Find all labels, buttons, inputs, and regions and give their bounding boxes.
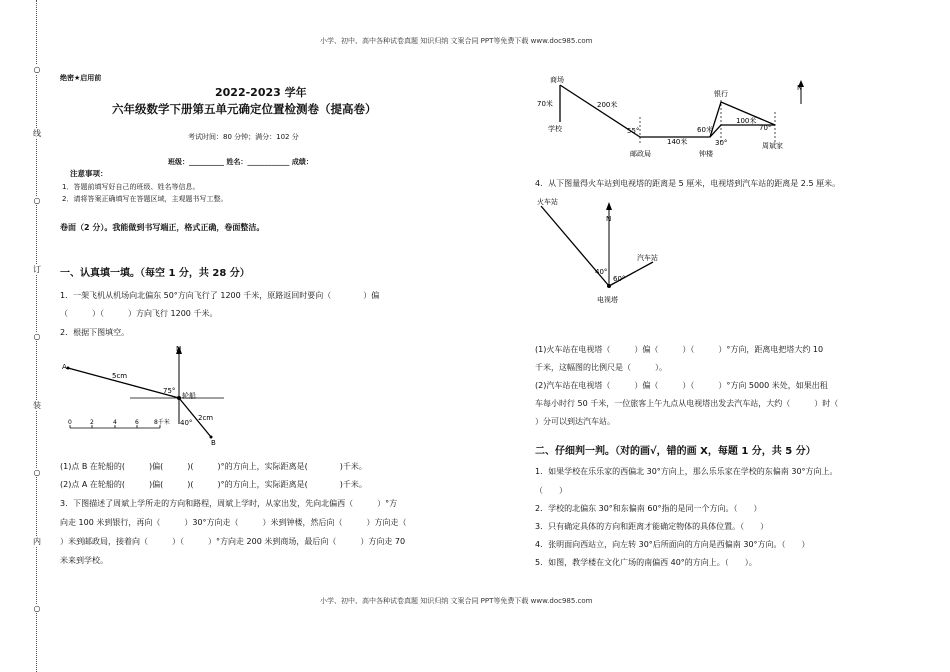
- margin-char: ○: [30, 604, 44, 613]
- section-title: 二、仔细判一判。（对的画√，错的画 X，每题 1 分，共 5 分）: [535, 446, 816, 457]
- question-text: 米来到学校。: [60, 556, 108, 565]
- clock-tower-label: 钟楼: [699, 150, 713, 158]
- question-text: 车每小时行 50 千米，一位旅客上午九点从电视塔出发去汽车站，大约（ ）时（: [535, 399, 839, 408]
- page-footer: 小学、初中、高中各种试卷真题 知识归纳 文案合同 PPT等免费下载 www.doc985.com: [320, 597, 593, 605]
- question-text: 3．下图描述了周斌上学所走的方向和路程，周斌上学时，从家出发，先向北偏西（ ）°方: [60, 499, 398, 508]
- question-text: (2)汽车站在电视塔（ ）偏（ ）（ ）°方向 5000 米处，如果出租: [535, 381, 828, 390]
- angle-40: 40°: [180, 419, 193, 427]
- margin-char: ○: [30, 65, 44, 74]
- title-year: 2022-2023 学年: [215, 86, 307, 99]
- margin-char: ○: [30, 196, 44, 205]
- question-text: 向走 100 米到银行，再向（ ）30°方向走（ ）米到钟楼，然后向（ ）方向走（: [60, 518, 407, 527]
- angle-55: 55°: [627, 127, 640, 135]
- margin-char: ○: [30, 468, 44, 477]
- question-text: (1)火车站在电视塔（ ）偏（ ）（ ）°方向，距离电把塔大约 10: [535, 345, 824, 354]
- ship-label: 轮船: [182, 392, 196, 400]
- label-b: B: [211, 439, 216, 447]
- notice-title: 注意事项：: [70, 169, 108, 178]
- notice-item: 1．答题前填写好自己的班级、姓名等信息。: [62, 183, 200, 191]
- distance-140: 140米: [667, 138, 688, 146]
- angle-40: 40°: [595, 268, 608, 276]
- scale-label: 2: [90, 419, 94, 426]
- angle-70: 70°: [759, 124, 772, 132]
- scale-label: 8千米: [154, 419, 170, 426]
- scale-label: 4: [113, 419, 117, 426]
- ship-point: [177, 396, 181, 400]
- angle-75: 75°: [163, 387, 176, 395]
- margin-char: 内: [30, 536, 44, 547]
- train-station-label: 火车站: [537, 198, 558, 206]
- question-text: ）米到邮政局，接着向（ ）（ ）°方向走 200 米到商场，最后向（ ）方向走 70: [60, 537, 406, 546]
- judge-question: 4．张明面向西站立，向左转 30°后所面向的方向是西偏南 30°方向。（ ）: [535, 540, 810, 549]
- post-office-label: 邮政局: [630, 150, 651, 158]
- north-label: N: [176, 345, 182, 353]
- bus-station-label: 汽车站: [637, 254, 658, 262]
- page-title: 六年级数学下册第五单元确定位置检测卷（提高卷）: [112, 102, 377, 116]
- page-header: 小学、初中、高中各种试卷真题 知识归纳 文案合同 PPT等免费下载 www.doc985.com: [320, 37, 593, 45]
- distance-70: 70米: [537, 100, 553, 108]
- binding-margin: [30, 0, 44, 672]
- judge-question: 5．如图，教学楼在文化广场的南偏西 40°的方向上。（ ）。: [535, 558, 757, 567]
- notice-item: 2．请将答案正确填写在答题区域，主观题书写工整。: [62, 195, 228, 203]
- north-label: N: [797, 84, 803, 92]
- judge-question: （ ）: [535, 486, 567, 495]
- tv-tower-figure: [535, 194, 675, 308]
- judge-question: 2．学校的北偏东 30°和东偏南 60°指的是同一个方向。（ ）: [535, 504, 762, 513]
- margin-char: 线: [30, 128, 44, 139]
- tower-point: [607, 284, 611, 288]
- question-text: (1)点 B 在轮船的( )偏( )( )°的方向上，实际距离是( )千米。: [60, 462, 367, 471]
- scale-label: 0: [68, 419, 72, 426]
- home-label: 周斌家: [762, 142, 783, 150]
- tv-tower-label: 电视塔: [597, 296, 618, 304]
- margin-char: 订: [30, 264, 44, 275]
- distance-b: 2cm: [198, 414, 214, 422]
- angle-30: 30°: [715, 139, 728, 147]
- question-text: （ ）（ ）方向飞行 1200 千米。: [60, 309, 218, 318]
- judge-question: 3．只有确定具体的方向和距离才能确定物体的具体位置。（ ）: [535, 522, 769, 531]
- student-fields: 班级：__________ 姓名：____________ 成绩：: [168, 158, 313, 166]
- distance-200: 200米: [597, 101, 618, 109]
- section-title: 一、认真填一填。（每空 1 分，共 28 分）: [60, 268, 250, 279]
- margin-char: 装: [30, 400, 44, 411]
- distance-a: 5cm: [112, 372, 128, 380]
- question-text: 千米，这幅图的比例尺是（ ）。: [535, 363, 667, 372]
- margin-char: ○: [30, 332, 44, 341]
- school-label: 学校: [548, 125, 562, 133]
- bank-label: 银行: [714, 90, 728, 98]
- route-map-figure: [535, 72, 825, 164]
- point-a: [67, 367, 70, 370]
- distance-60: 60米: [697, 126, 713, 134]
- judge-question: 1．如果学校在乐乐家的西偏北 30°方向上，那么乐乐家在学校的东偏南 30°方向上。: [535, 467, 838, 476]
- question-text: ）分可以到达汽车站。: [535, 417, 615, 426]
- north-arrow: [606, 202, 612, 210]
- label-a: A: [62, 363, 67, 371]
- question-text: 1．一架飞机从机场向北偏东 50°方向飞行了 1200 千米，原路返回时要向（ ）偏: [60, 291, 380, 300]
- north-label: N: [606, 215, 612, 223]
- question-text: 2．根据下图填空。: [60, 328, 130, 337]
- exam-info: 考试时间：80 分钟；满分：102 分: [188, 133, 299, 141]
- angle-60: 60°: [613, 275, 626, 283]
- ship-position-figure: [58, 342, 238, 448]
- secret-mark: 绝密★启用前: [60, 74, 102, 82]
- distance-100: 100米: [736, 117, 757, 125]
- scale-label: 6: [135, 419, 139, 426]
- question-text: (2)点 A 在轮船的( )偏( )( )°的方向上，实际距离是( )千米。: [60, 480, 367, 489]
- mall-label: 商场: [550, 76, 564, 84]
- question-text: 4．从下图量得火车站到电视塔的距离是 5 厘米，电视塔到汽车站的距离是 2.5 厘米。: [535, 179, 841, 188]
- neatness-score: 卷面（2 分）。我能做到书写端正，格式正确，卷面整洁。: [60, 223, 265, 232]
